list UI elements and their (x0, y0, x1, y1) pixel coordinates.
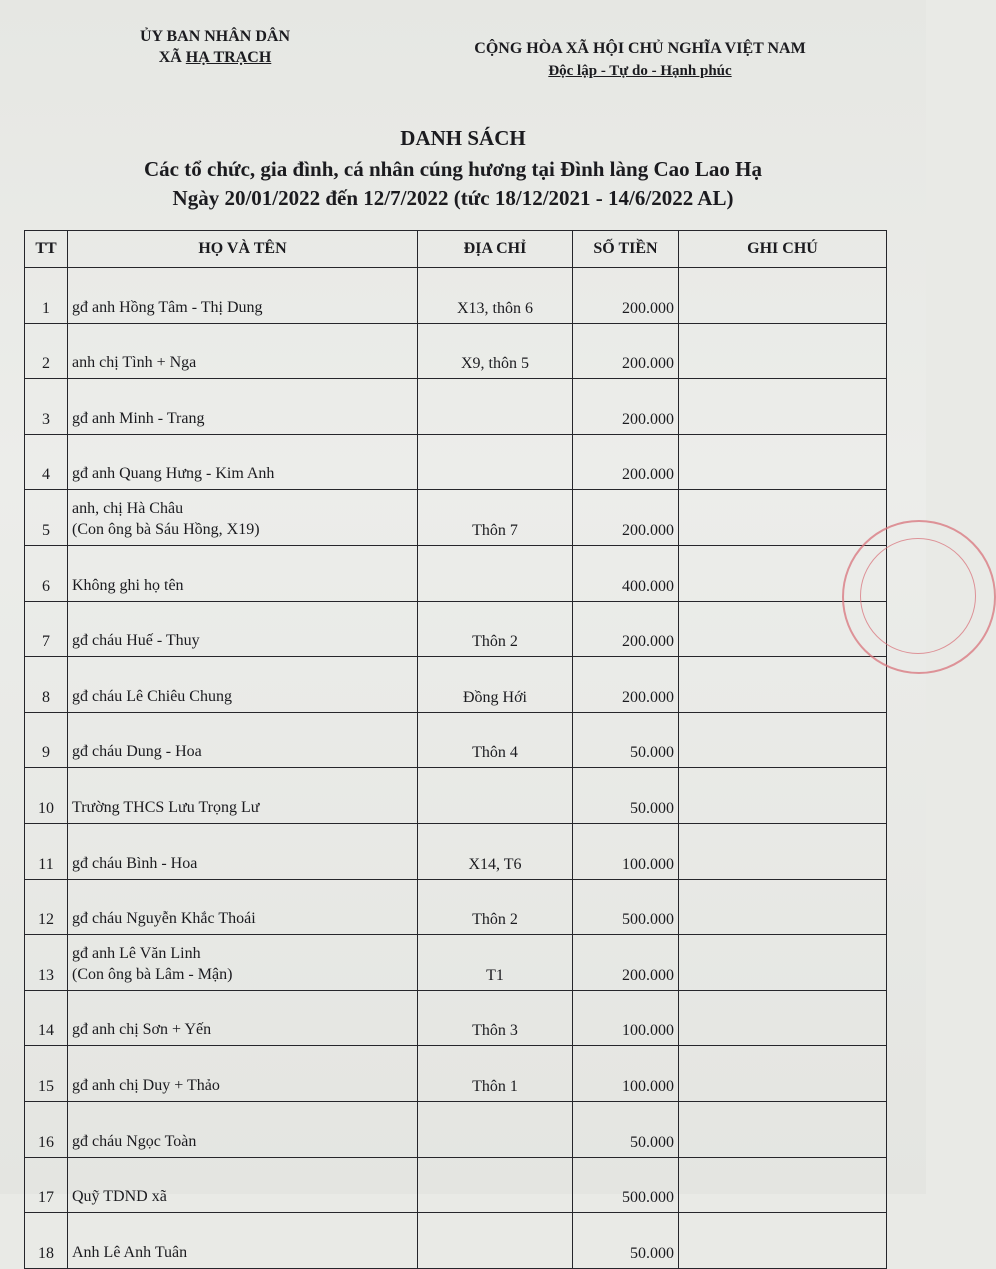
donor-name-cell (68, 434, 418, 490)
row-number: 18 (25, 1213, 68, 1269)
donation-amount: 200.000 (573, 657, 679, 713)
table-row (25, 990, 887, 1046)
donation-amount: 50.000 (573, 712, 679, 768)
donor-name-cell (68, 768, 418, 824)
donation-amount: 500.000 (573, 879, 679, 935)
table-row (25, 268, 887, 324)
note-cell (679, 990, 887, 1046)
commune-name: HẠ TRẠCH (185, 49, 272, 66)
table-row (25, 379, 887, 435)
donor-name: gđ anh Lê Văn Linh (72, 944, 201, 962)
donor-name: gđ cháu Dung - Hoa (72, 743, 202, 761)
note-cell (679, 768, 887, 824)
donor-name-cell (68, 323, 418, 379)
donor-name: gđ cháu Huế - Thuy (72, 632, 200, 650)
donor-name-cell (68, 990, 418, 1046)
row-number: 8 (25, 657, 68, 713)
red-seal-stamp (842, 520, 996, 674)
issuing-authority (120, 26, 310, 68)
table-row (25, 490, 887, 546)
header-address: ĐỊA CHỈ (418, 231, 573, 268)
donation-amount: 200.000 (573, 434, 679, 490)
row-number: 11 (25, 823, 68, 879)
donor-name: anh chị Tình + Nga (72, 354, 197, 372)
donor-name-cell (68, 657, 418, 713)
donor-name: anh, chị Hà Châu (72, 499, 184, 517)
document-date-range: Ngày 20/01/2022 đến 12/7/2022 (tức 18/12/2021 - 14/6/2022 AL) (172, 186, 734, 210)
authority-prefix: XÃ (158, 49, 186, 66)
donation-amount: 200.000 (573, 268, 679, 324)
table-row (25, 434, 887, 490)
row-number: 9 (25, 712, 68, 768)
donor-relation: (Con ông bà Sáu Hồng, X19) (72, 520, 260, 538)
donation-amount: 50.000 (573, 1101, 679, 1157)
table-row (25, 823, 887, 879)
note-cell (679, 879, 887, 935)
note-cell (679, 657, 887, 713)
donor-name: gđ cháu Nguyễn Khắc Thoái (72, 910, 256, 928)
row-number: 6 (25, 545, 68, 601)
donor-name-cell (68, 1157, 418, 1213)
donation-amount: 50.000 (573, 768, 679, 824)
donor-name: gđ cháu Bình - Hoa (72, 854, 198, 872)
table-row (25, 1213, 887, 1269)
note-cell (679, 434, 887, 490)
donation-amount: 100.000 (573, 1046, 679, 1102)
donor-name-cell (68, 712, 418, 768)
table-row (25, 545, 887, 601)
row-number: 1 (25, 268, 68, 324)
row-number: 12 (25, 879, 68, 935)
row-number: 10 (25, 768, 68, 824)
row-number: 3 (25, 379, 68, 435)
document-title: DANH SÁCH (400, 126, 526, 150)
donor-name-cell (68, 823, 418, 879)
donor-address: X9, thôn 5 (418, 323, 573, 379)
donor-name: gđ cháu Ngọc Toàn (72, 1132, 197, 1150)
donor-name-cell (68, 935, 418, 991)
row-number: 2 (25, 323, 68, 379)
donor-address: Đồng Hới (418, 657, 573, 713)
donor-address (418, 379, 573, 435)
table-row (25, 657, 887, 713)
donor-address: Thôn 4 (418, 712, 573, 768)
donor-address (418, 545, 573, 601)
donation-amount: 100.000 (573, 990, 679, 1046)
note-cell (679, 1157, 887, 1213)
note-cell (679, 1101, 887, 1157)
donor-relation: (Con ông bà Lâm - Mận) (72, 965, 233, 983)
row-number: 17 (25, 1157, 68, 1213)
table-row (25, 1046, 887, 1102)
donor-address (418, 1101, 573, 1157)
national-header (440, 38, 840, 82)
donor-name: gđ anh chị Duy + Thảo (72, 1076, 220, 1094)
donor-address: X14, T6 (418, 823, 573, 879)
donation-amount: 500.000 (573, 1157, 679, 1213)
header-note: GHI CHÚ (679, 231, 887, 268)
donor-address: Thôn 7 (418, 490, 573, 546)
note-cell (679, 712, 887, 768)
document-subtitle: Các tổ chức, gia đình, cá nhân cúng hương tại Đình làng Cao Lao Hạ (144, 157, 762, 181)
donor-name-cell (68, 268, 418, 324)
note-cell (679, 379, 887, 435)
donor-name-cell (68, 1046, 418, 1102)
donor-name: gđ cháu Lê Chiêu Chung (72, 687, 232, 705)
donor-name: Quỹ TDND xã (72, 1188, 167, 1206)
donation-amount: 200.000 (573, 379, 679, 435)
donor-address: Thôn 2 (418, 601, 573, 657)
donation-amount: 200.000 (573, 601, 679, 657)
donor-name-cell (68, 1213, 418, 1269)
authority-line-2 (120, 47, 310, 68)
donor-name: gđ anh Hồng Tâm - Thị Dung (72, 298, 263, 316)
note-cell (679, 323, 887, 379)
table-row (25, 1101, 887, 1157)
note-cell (679, 1046, 887, 1102)
donor-name: Không ghi họ tên (72, 576, 184, 594)
row-number: 15 (25, 1046, 68, 1102)
donor-name: Anh Lê Anh Tuân (72, 1243, 188, 1261)
donor-name: gđ anh Quang Hưng - Kim Anh (72, 465, 275, 483)
donation-amount: 200.000 (573, 935, 679, 991)
table-row (25, 323, 887, 379)
donor-address: Thôn 2 (418, 879, 573, 935)
table-row (25, 768, 887, 824)
donor-name-cell (68, 879, 418, 935)
donor-address (418, 1157, 573, 1213)
table-row (25, 1157, 887, 1213)
donor-name-cell (68, 545, 418, 601)
note-cell (679, 490, 887, 546)
row-number: 14 (25, 990, 68, 1046)
table-row (25, 935, 887, 991)
donor-name-cell (68, 1101, 418, 1157)
donation-table (24, 230, 887, 1269)
donor-address (418, 1213, 573, 1269)
header-amount: SỐ TIỀN (573, 231, 679, 268)
donor-address: Thôn 1 (418, 1046, 573, 1102)
donor-name-cell (68, 379, 418, 435)
donor-name-cell (68, 601, 418, 657)
note-cell (679, 268, 887, 324)
row-number: 13 (25, 935, 68, 991)
donor-address: Thôn 3 (418, 990, 573, 1046)
row-number: 16 (25, 1101, 68, 1157)
donation-amount: 400.000 (573, 545, 679, 601)
table-row (25, 879, 887, 935)
donor-name: Trường THCS Lưu Trọng Lư (72, 798, 260, 816)
table-header-row (25, 231, 887, 268)
row-number: 4 (25, 434, 68, 490)
donor-address (418, 768, 573, 824)
authority-line-1: ỦY BAN NHÂN DÂN (139, 28, 291, 45)
table-body (25, 268, 887, 1269)
note-cell (679, 935, 887, 991)
donor-address: T1 (418, 935, 573, 991)
donation-amount: 200.000 (573, 323, 679, 379)
donor-address: X13, thôn 6 (418, 268, 573, 324)
note-cell (679, 823, 887, 879)
table-row (25, 601, 887, 657)
seal-inner-ring (860, 538, 976, 654)
header-tt: TT (25, 231, 68, 268)
donor-name: gđ anh chị Sơn + Yến (72, 1021, 212, 1039)
table-row (25, 712, 887, 768)
header-name: HỌ VÀ TÊN (68, 231, 418, 268)
donor-address (418, 434, 573, 490)
note-cell (679, 1213, 887, 1269)
donation-amount: 50.000 (573, 1213, 679, 1269)
donor-name-cell (68, 490, 418, 546)
row-number: 7 (25, 601, 68, 657)
donor-name: gđ anh Minh - Trang (72, 409, 205, 427)
country-name: CỘNG HÒA XÃ HỘI CHỦ NGHĨA VIỆT NAM (474, 40, 806, 57)
row-number: 5 (25, 490, 68, 546)
donation-amount: 200.000 (573, 490, 679, 546)
national-motto: Độc lập - Tự do - Hạnh phúc (548, 63, 732, 79)
donation-amount: 100.000 (573, 823, 679, 879)
